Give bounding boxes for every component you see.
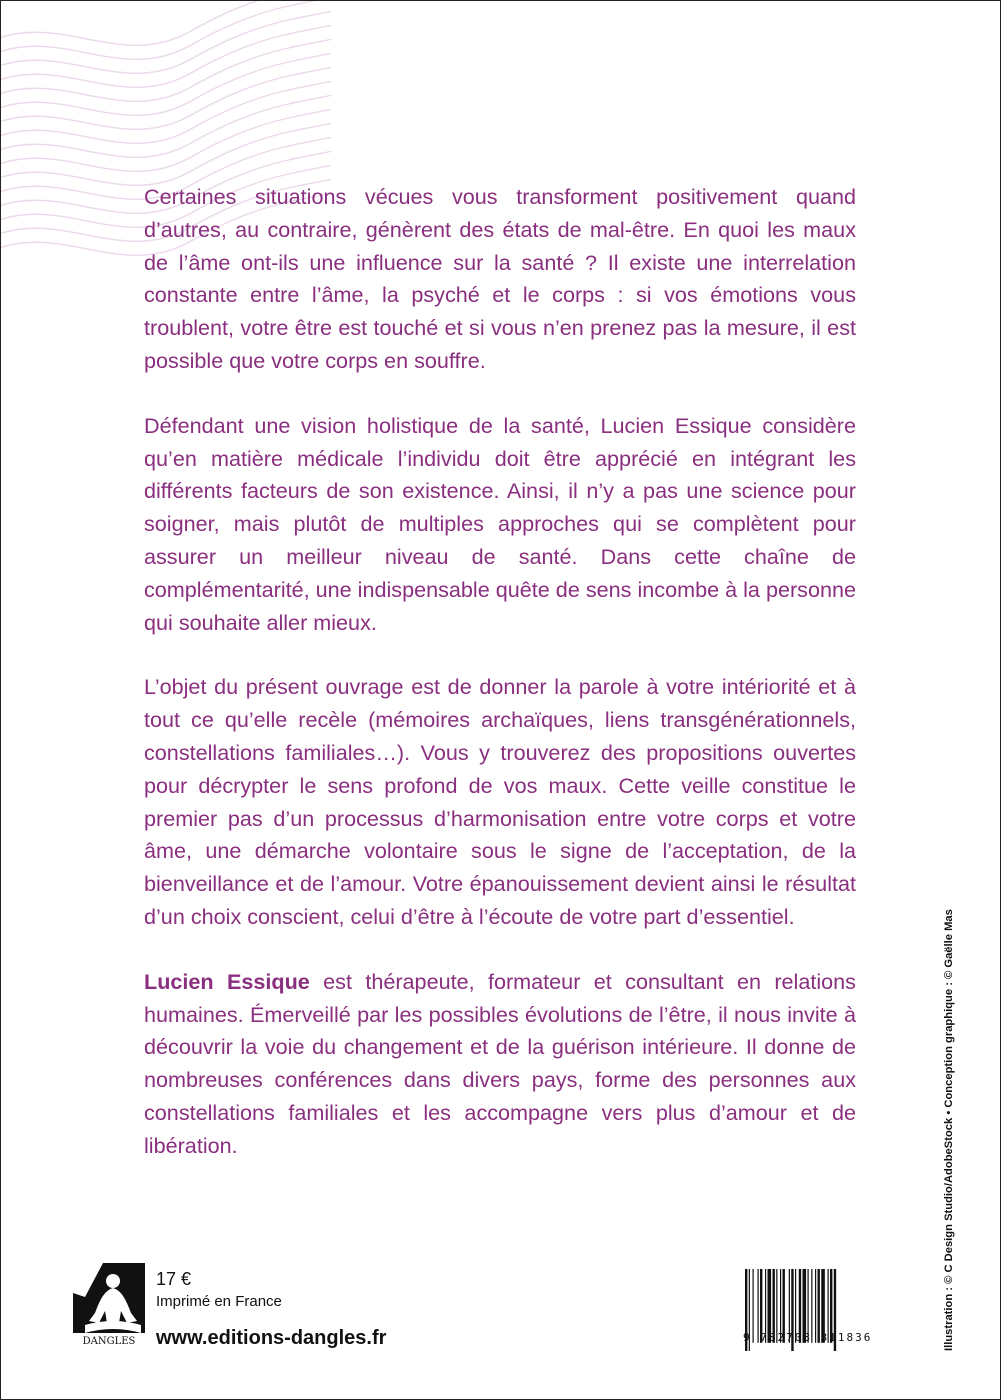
illustration-credits: Illustration : © C Design Studio/AdobeStock • Conception graphique : © Gaëlle Mas	[943, 909, 955, 1351]
wave-line	[1, 1, 331, 59]
blurb-paragraph-3: L’objet du présent ouvrage est de donner la parole à votre intériorité et à tout ce qu’elle recèle (mémoires archaïques, liens transgénérationnels, constellations familiales…). Vous y trouverez des propositions ouvertes pour décrypter le sens profond de vos maux. Cette veille constitue le premier pas d’un processus d’harmonisation entre votre corps et votre âme, une démarche volontaire sous le signe de l’acceptation, de la bienveillance et de l’amour. Votre épanouissement devient ainsi le résultat d’un choix conscient, celui d’être à l’écoute de votre part d’essentiel.	[144, 674, 856, 929]
blurb-paragraph-2: Défendant une vision holistique de la santé, Lucien Essique considère qu’en matière médicale l’individu doit être apprécié en intégrant les différents facteurs de son existence. Ainsi, il n’y a pas une science pour soigner, mais plutôt de multiples approches qui se complètent pour assurer un meilleur niveau de santé. Dans cette chaîne de complémentarité, une indispensable quête de sens incombe à la personne qui souhaite aller mieux.	[144, 412, 856, 635]
dangles-logo	[73, 1263, 145, 1347]
price: 17 €	[156, 1269, 192, 1289]
author-bio	[144, 966, 856, 1163]
author-bio-text: est thérapeute, formateur et consultant en relations humaines. Émerveillé par les possibles évolutions de l’être, il nous invite à découvrir la voie du changement et de la guérison intérieure. Il donne de nombreuses conférences dans divers pays, forme des personnes aux constellations familiales et les accompagne vers plus d’amour et de libération.	[144, 968, 856, 1158]
publisher-website: www.editions-dangles.fr	[156, 1327, 387, 1349]
blurb-paragraph-1: Certaines situations vécues vous transforment positivement quand d’autres, au contraire, génèrent des états de mal-être. En quoi les maux de l’âme ont-ils une influence sur la santé ? Il existe une interrelation constante entre l’âme, la psyché et le corps : si vos émotions vous troublent, votre être est touché et si vous n’en prenez pas la mesure, il est possible que votre corps en souffre.	[144, 184, 856, 373]
isbn-number: 9 782703 311836	[743, 1331, 873, 1344]
blurb	[144, 181, 856, 1195]
author-name: Lucien Essique	[144, 968, 310, 994]
logo-text: DANGLES	[82, 1336, 136, 1347]
printed-in: Imprimé en France	[156, 1293, 282, 1310]
